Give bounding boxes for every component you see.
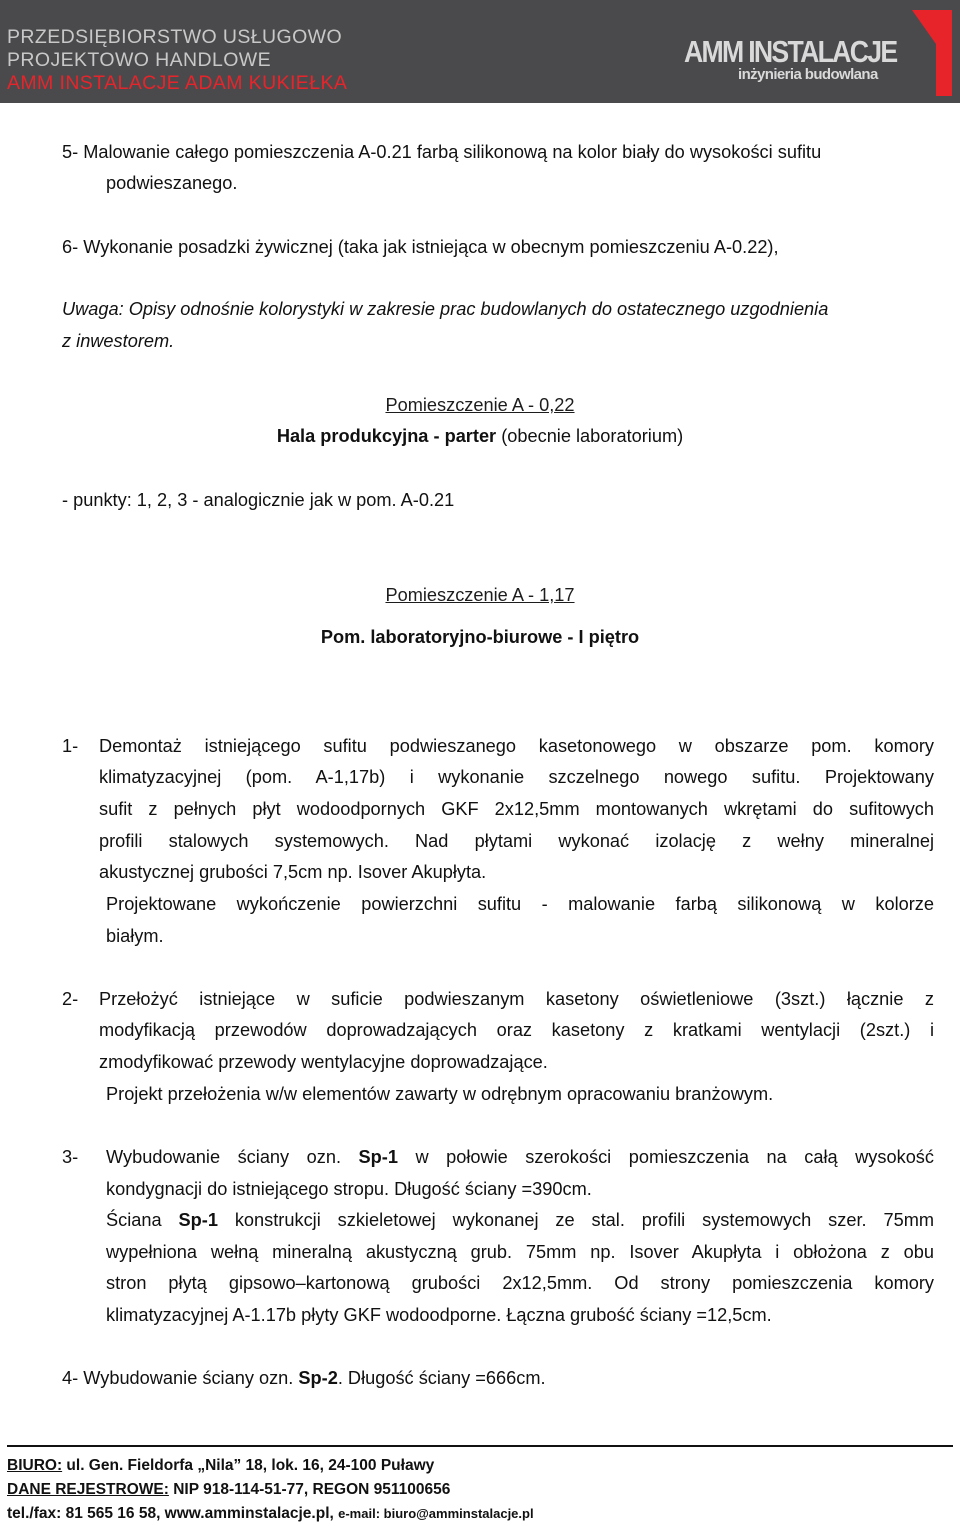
r2-item-1-number: 1- bbox=[62, 736, 79, 756]
room-2-title-text: Pomieszczenie A - 1,17 bbox=[385, 585, 575, 605]
r2-item-3-line-6: klimatyzacyjnej A-1.17b płyty GKF wodoodporne. Łączna grubość ściany =12,5cm. bbox=[106, 1305, 772, 1325]
r2-item-3-line-1a: Wybudowanie ściany ozn. bbox=[106, 1147, 359, 1167]
footer-email: e-mail: biuro@amminstalacje.pl bbox=[338, 1506, 534, 1521]
r2-item-1-line-1: Demontaż istniejącego sufitu podwieszanego kasetonowego w obszarze pom. komory bbox=[99, 736, 934, 756]
r2-item-1-line-2: klimatyzacyjnej (pom. A-1,17b) i wykonanie szczelnego nowego sufitu. Projektowany bbox=[99, 767, 934, 787]
item-6: 6- Wykonanie posadzki żywicznej (taka jak istniejąca w obecnym pomieszczeniu A-0.22), bbox=[62, 237, 779, 257]
r2-item-3-number: 3- bbox=[62, 1147, 79, 1167]
room-1-subtitle-bold: Hala produkcyjna - parter bbox=[276, 426, 497, 446]
r2-item-4c: . Długość ściany =666cm. bbox=[337, 1368, 546, 1388]
item-5-line-1: 5- Malowanie całego pomieszczenia A-0.21 farbą silikonową na kolor biały do wysokości sufitu bbox=[62, 142, 822, 162]
r2-item-2-line-4: Projekt przełożenia w/w elementów zawarty w odrębnym opracowaniu branżowym. bbox=[106, 1084, 774, 1104]
footer-biuro-label: BIURO: bbox=[7, 1457, 63, 1474]
r2-item-3-line-3 bbox=[106, 1205, 934, 1237]
r2-item-1-line-6: Projektowane wykończenie powierzchni sufitu - malowanie farbą silikonową w kolorze bbox=[106, 894, 934, 914]
room-1-title bbox=[0, 390, 960, 422]
logo-sub-text: inżynieria budowlana bbox=[738, 66, 878, 83]
footer-tel: tel./fax: 81 565 16 58, www.amminstalacje.pl, bbox=[7, 1505, 339, 1522]
note-line-1: Uwaga: Opisy odnośnie kolorystyki w zakresie prac budowlanych do ostatecznego uzgodnienia bbox=[62, 299, 829, 319]
room-2-title bbox=[0, 580, 960, 612]
r2-item-2-line-1: Przełożyć istniejące w suficie podwieszanym kasetony oświetleniowe (3szt.) łącznie z bbox=[99, 989, 934, 1009]
r2-item-1-line-4: profili stalowych systemowych. Nad płytami wykonać izolację z wełny mineralnej bbox=[99, 831, 934, 851]
item-5-line-2: podwieszanego. bbox=[106, 173, 238, 193]
company-line-1: PRZEDSIĘBIORSTWO USŁUGOWO bbox=[7, 26, 343, 48]
room-1-title-text: Pomieszczenie A - 0,22 bbox=[385, 395, 575, 415]
wall-code-sp1-second: Sp-1 bbox=[178, 1210, 218, 1230]
footer bbox=[7, 1454, 534, 1526]
company-logo bbox=[680, 4, 956, 100]
room-1-subtitle bbox=[0, 421, 960, 453]
note-line-2: z inwestorem. bbox=[62, 331, 175, 351]
r2-item-3-line-5: stron płytą gipsowo–kartonową grubości 2x12,5mm. Od strony pomieszczenia komory bbox=[106, 1273, 934, 1293]
company-line-2: PROJEKTOWO HANDLOWE bbox=[7, 49, 272, 71]
room-2-subtitle: Pom. laboratoryjno-biurowe - I piętro bbox=[320, 627, 640, 647]
company-line-3: AMM INSTALACJE ADAM KUKIEŁKA bbox=[7, 72, 348, 94]
r2-item-3-line-1 bbox=[106, 1142, 934, 1174]
room-1-subtitle-rest: (obecnie laboratorium) bbox=[496, 426, 684, 446]
r2-item-3-line-3c: konstrukcji szkieletowej wykonanej ze stal. profili systemowych szer. 75mm bbox=[217, 1210, 934, 1230]
r2-item-4a: 4- Wybudowanie ściany ozn. bbox=[62, 1368, 299, 1388]
r2-item-3-line-4: wypełniona wełną mineralną akustyczną grub. 75mm np. Isover Akupłyta i obłożona z obu bbox=[106, 1242, 934, 1262]
footer-registration bbox=[7, 1478, 534, 1502]
footer-dane-value: NIP 918-114-51-77, REGON 951100656 bbox=[168, 1481, 451, 1498]
room-1-points: - punkty: 1, 2, 3 - analogicznie jak w pom. A-0.21 bbox=[62, 490, 455, 510]
footer-address bbox=[7, 1454, 534, 1478]
footer-dane-label: DANE REJESTROWE: bbox=[7, 1481, 169, 1498]
r2-item-4 bbox=[62, 1363, 546, 1395]
footer-biuro-value: ul. Gen. Fieldorfa „Nila” 18, lok. 16, 24-100 Puławy bbox=[62, 1457, 435, 1474]
footer-contact bbox=[7, 1502, 534, 1526]
r2-item-3-line-3a: Ściana bbox=[106, 1210, 179, 1230]
r2-item-3-line-1c: w połowie szerokości pomieszczenia na całą wysokość bbox=[397, 1147, 934, 1167]
wall-code-sp1: Sp-1 bbox=[358, 1147, 398, 1167]
r2-item-1-line-3: sufit z pełnych płyt wodoodpornych GKF 2x12,5mm montowanych wkrętami do sufitowych bbox=[99, 799, 934, 819]
r2-item-1-line-5: akustycznej grubości 7,5cm np. Isover Akupłyta. bbox=[99, 862, 487, 882]
wall-code-sp2: Sp-2 bbox=[298, 1368, 338, 1388]
company-name bbox=[7, 26, 347, 95]
footer-divider bbox=[7, 1445, 953, 1447]
r2-item-2-line-3: zmodyfikować przewody wentylacyjne doprowadzające. bbox=[99, 1052, 548, 1072]
letterhead-band bbox=[0, 0, 960, 103]
r2-item-2-line-2: modyfikacją przewodów doprowadzających oraz kasetony z kratkami wentylacji (2szt.) i bbox=[99, 1020, 934, 1040]
logo-main-text: AMM INSTALACJE bbox=[684, 34, 897, 69]
r2-item-1-line-7: białym. bbox=[106, 926, 164, 946]
r2-item-3-line-2: kondygnacji do istniejącego stropu. Długość ściany =390cm. bbox=[106, 1179, 592, 1199]
r2-item-2-number: 2- bbox=[62, 989, 79, 1009]
